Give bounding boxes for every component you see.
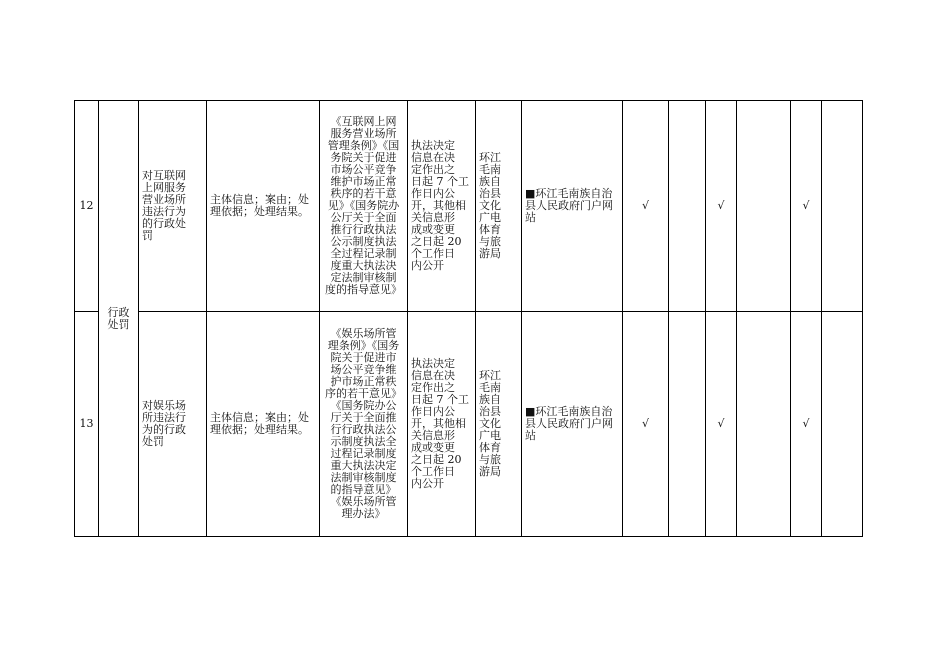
check-cell	[822, 101, 863, 312]
timing-cell: 执法决定 信息在决 定作出之 日起 7 个工 作日内公 开，其他相 关信息形 成或变更 之日起 20 个工作日 内公开	[408, 312, 476, 537]
check-cell	[791, 312, 822, 537]
checkmark: √	[802, 199, 810, 212]
basis-cell: 《互联网上网 服务营业场所 管理条例》《国 务院关于促进 市场公平竞争 维护市场正常 秩序的若干意 见》《国务院办 公厅关于全面 推行行政执法 公示制度执法 全过程记录制 度重大执法决 定法制审核制 度的指导意见》	[320, 101, 408, 312]
basis-cell: 《娱乐场所管 理条例》《国务 院关于促进市 场公平竞争维 护市场正常秩 序的若干意见》 《国务院办公 厅关于全面推 行行政执法公 示制度执法全 过程记录制度 重大执法决定 法制审核制度 的指导意见》 《娱乐场所管 理办法》	[320, 312, 408, 537]
check-cell	[737, 101, 791, 312]
check-cell	[706, 101, 737, 312]
content-cell: 主体信息；案由；处理依据；处理结果。	[207, 101, 320, 312]
row-index: 13	[75, 312, 99, 537]
check-cell	[623, 101, 669, 312]
checkmark: √	[641, 199, 649, 212]
checkmark: √	[717, 417, 725, 430]
category-cell: 行政 处罚	[99, 101, 139, 537]
channel-cell: ■环江毛南族自治县人民政府门户网站	[522, 101, 623, 312]
agency-cell: 环江 毛南 族自 治县 文化 广电 体育 与旅 游局	[476, 312, 522, 537]
content-cell: 主体信息；案由；处理依据；处理结果。	[207, 312, 320, 537]
timing-cell: 执法决定 信息在决 定作出之 日起 7 个工 作日内公 开，其他相 关信息形 成或变更 之日起 20 个工作日 内公开	[408, 101, 476, 312]
item-cell: 对娱乐场 所违法行 为的行政 处罚	[139, 312, 207, 537]
check-cell	[822, 312, 863, 537]
table-row	[75, 101, 863, 312]
check-cell	[737, 312, 791, 537]
row-index: 12	[75, 101, 99, 312]
item-cell: 对互联网 上网服务 营业场所 违法行为 的行政处 罚	[139, 101, 207, 312]
check-cell	[623, 312, 669, 537]
disclosure-table	[74, 100, 863, 537]
check-cell	[669, 101, 706, 312]
check-cell	[669, 312, 706, 537]
check-cell	[706, 312, 737, 537]
channel-cell: ■环江毛南族自治县人民政府门户网站	[522, 312, 623, 537]
checkmark: √	[717, 199, 725, 212]
checkmark: √	[641, 417, 649, 430]
agency-cell: 环江 毛南 族自 治县 文化 广电 体育 与旅 游局	[476, 101, 522, 312]
table-row	[75, 312, 863, 537]
checkmark: √	[802, 417, 810, 430]
check-cell	[791, 101, 822, 312]
